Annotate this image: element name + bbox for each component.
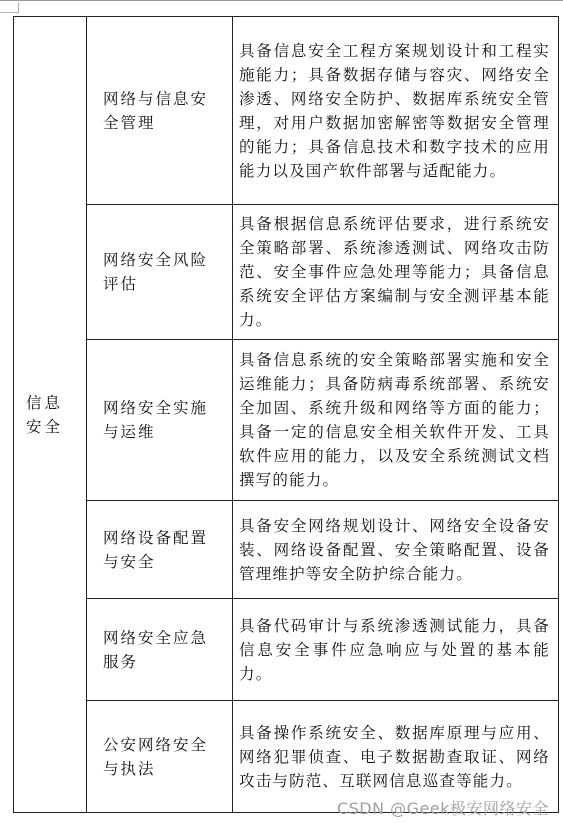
subject-cell — [87, 340, 233, 501]
top-border-line — [0, 0, 563, 1]
description-text: 具备操作系统安全、数据库原理与应用、网络犯罪侦查、电子数据勘查取证、网络攻击与防范、互联网信息巡查等能力。 — [239, 723, 550, 790]
competency-table — [13, 16, 559, 813]
description-cell — [233, 17, 559, 205]
description-cell — [233, 599, 559, 701]
subject-label: 网络安全应急服务 — [103, 628, 209, 671]
description-text: 具备根据信息系统评估要求，进行系统安全策略部署、系统渗透测试、网络攻击防范、安全事件应急处理等能力；具备信息系统安全评估方案编制与安全测评基本能力。 — [239, 215, 550, 329]
subject-cell — [87, 599, 233, 701]
subject-label: 网络安全风险评估 — [103, 251, 209, 293]
category-cell — [14, 17, 87, 813]
table-row — [14, 17, 559, 205]
subject-label: 网络设备配置与安全 — [103, 528, 209, 571]
table-row — [14, 599, 559, 701]
table-row — [14, 340, 559, 501]
description-cell — [233, 340, 559, 501]
description-text: 具备安全网络规划设计、网络安全设备安装、网络设备配置、安全策略配置、设备管理维护等安全防护综合能力。 — [239, 516, 550, 583]
subject-cell — [87, 17, 233, 205]
corner-mark — [0, 2, 19, 13]
table-row — [14, 501, 559, 599]
description-text: 具备信息系统的安全策略部署实施和安全运维能力；具备防病毒系统部署、系统安全加固、系统升级和网络等方面的能力；具备一定的信息安全相关软件开发、工具软件应用的能力，以及安全系统测试文档撰写的能力。 — [239, 351, 550, 489]
description-cell — [233, 501, 559, 599]
subject-label: 公安网络安全与执法 — [103, 735, 209, 778]
category-label: 信息安全 — [26, 393, 64, 436]
description-cell — [233, 205, 559, 340]
subject-label: 网络安全实施与运维 — [103, 399, 209, 441]
description-text: 具备代码审计与系统渗透测试能力，具备信息安全事件应急响应与处置的基本能力。 — [239, 616, 550, 683]
subject-label: 网络与信息安全管理 — [103, 89, 209, 132]
watermark-text: CSDN @Geek极安网络安全 — [336, 799, 549, 818]
subject-cell — [87, 501, 233, 599]
description-text: 具备信息安全工程方案规划设计和工程实施能力；具备数据存储与容灾、网络安全渗透、网络安全防护、数据库系统安全管理，对用户数据加密解密等数据安全管理的能力；具备信息技术和数字技术的应用能力以及国产软件部署与适配能力。 — [239, 41, 550, 180]
subject-cell — [87, 205, 233, 340]
subject-cell — [87, 701, 233, 813]
table-row — [14, 205, 559, 340]
